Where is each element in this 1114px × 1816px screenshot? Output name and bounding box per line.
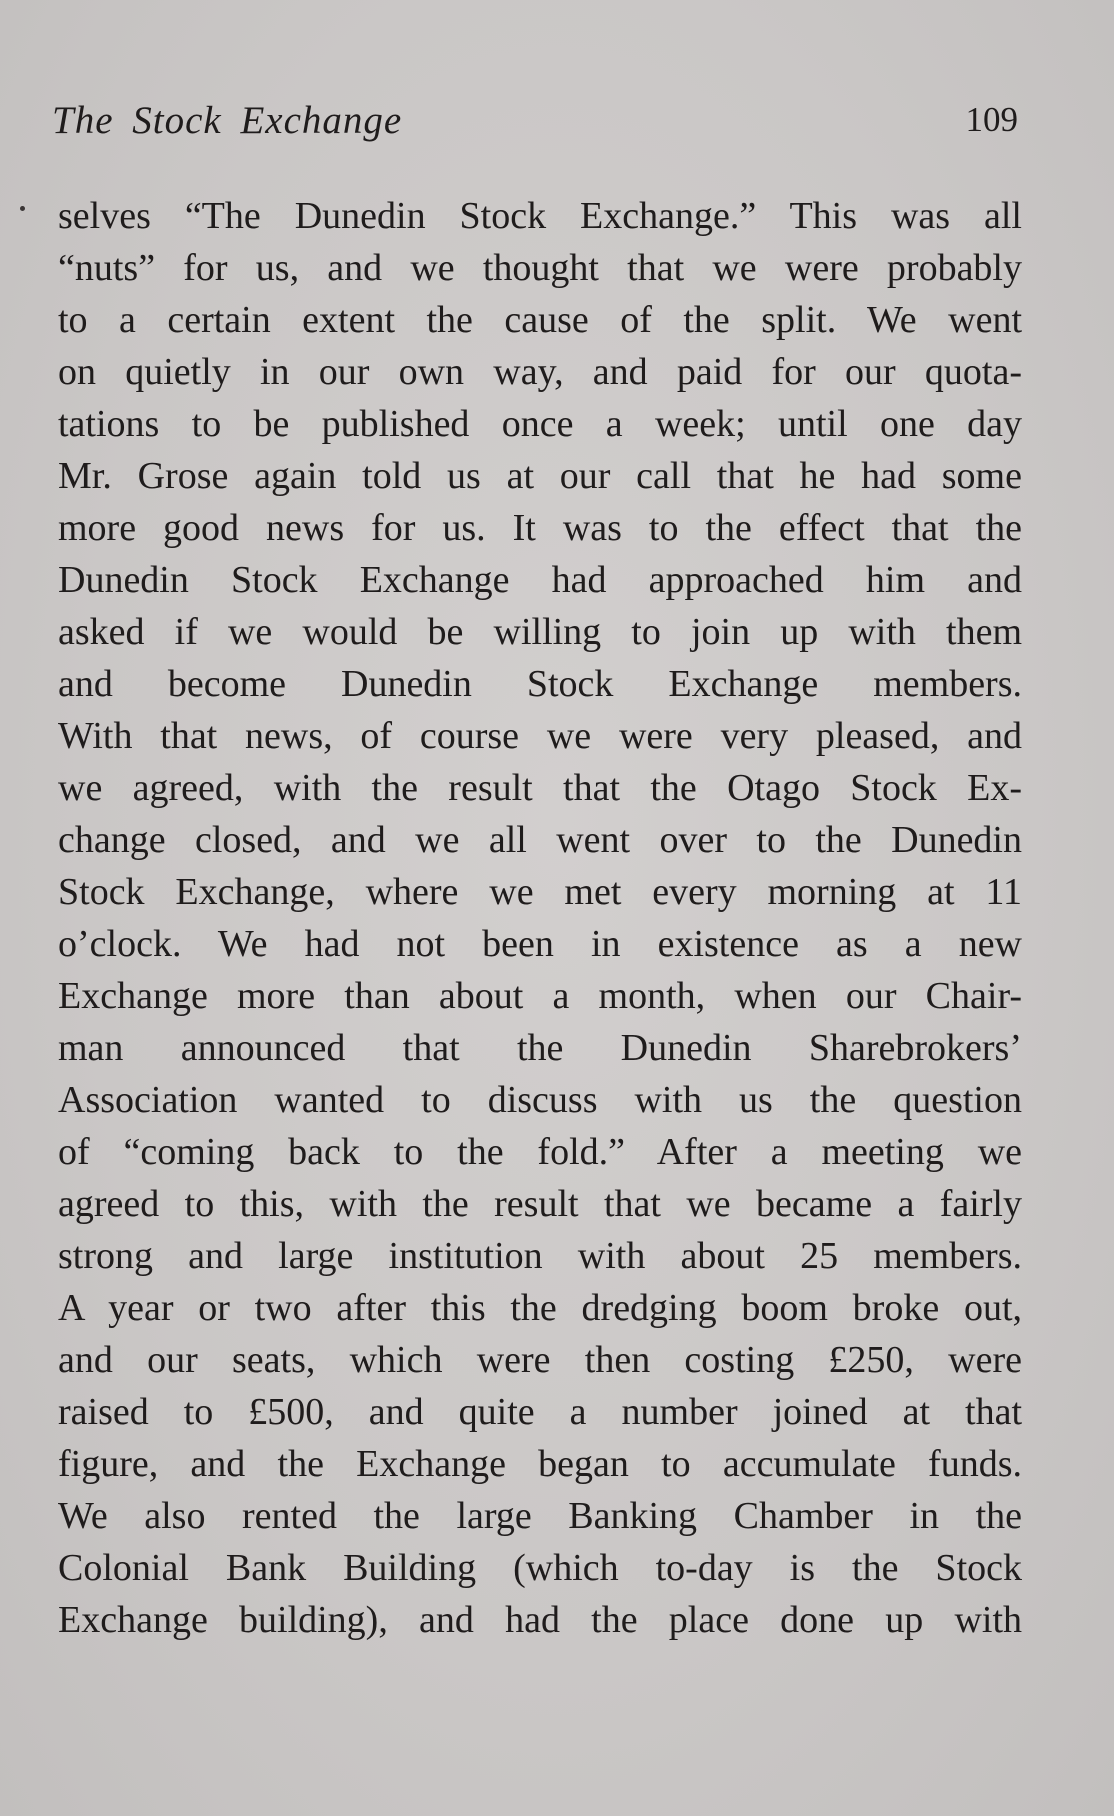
text-line: “nuts” for us, and we thought that we were probably	[58, 247, 1022, 289]
text-line: tations to be published once a week; until one day	[58, 403, 1022, 445]
text-line: Dunedin Stock Exchange had approached him and	[58, 559, 1022, 601]
text-line: and become Dunedin Stock Exchange members.	[58, 663, 1022, 705]
text-line: man announced that the Dunedin Sharebrokers’	[58, 1027, 1022, 1069]
text-line: Exchange building), and had the place done up with	[58, 1599, 1022, 1641]
text-line: o’clock. We had not been in existence as a new	[58, 923, 1022, 965]
text-line: raised to £500, and quite a number joined at that	[58, 1391, 1022, 1433]
text-line: Association wanted to discuss with us the question	[58, 1079, 1022, 1121]
text-line: Mr. Grose again told us at our call that he had some	[58, 455, 1022, 497]
text-line: selves “The Dunedin Stock Exchange.” This was all	[58, 195, 1022, 237]
running-title: The Stock Exchange	[52, 99, 403, 142]
text-line: Colonial Bank Building (which to-day is the Stock	[58, 1547, 1022, 1589]
text-line: asked if we would be willing to join up with them	[58, 611, 1022, 653]
page-number: 109	[965, 100, 1018, 139]
text-line: figure, and the Exchange began to accumulate funds.	[58, 1443, 1022, 1485]
text-line: strong and large institution with about 25 members.	[58, 1235, 1022, 1277]
text-line: With that news, of course we were very pleased, and	[58, 715, 1022, 757]
text-line: A year or two after this the dredging boom broke out,	[58, 1287, 1022, 1329]
running-head	[52, 98, 1018, 158]
text-line: to a certain extent the cause of the split. We went	[58, 299, 1022, 341]
text-line: and our seats, which were then costing £250, were	[58, 1339, 1022, 1381]
body-text	[58, 190, 1022, 1646]
text-line: of “coming back to the fold.” After a meeting we	[58, 1131, 1022, 1173]
margin-dot-mark	[20, 206, 25, 211]
text-line: Exchange more than about a month, when our Chair-	[58, 975, 1022, 1017]
text-line: agreed to this, with the result that we became a fairly	[58, 1183, 1022, 1225]
text-line: We also rented the large Banking Chamber in the	[58, 1495, 1022, 1537]
text-line: we agreed, with the result that the Otago Stock Ex-	[58, 767, 1022, 809]
text-line: change closed, and we all went over to the Dunedin	[58, 819, 1022, 861]
text-line: more good news for us. It was to the effect that the	[58, 507, 1022, 549]
text-line: Stock Exchange, where we met every morning at 11	[58, 871, 1022, 913]
text-line: on quietly in our own way, and paid for our quota-	[58, 351, 1022, 393]
